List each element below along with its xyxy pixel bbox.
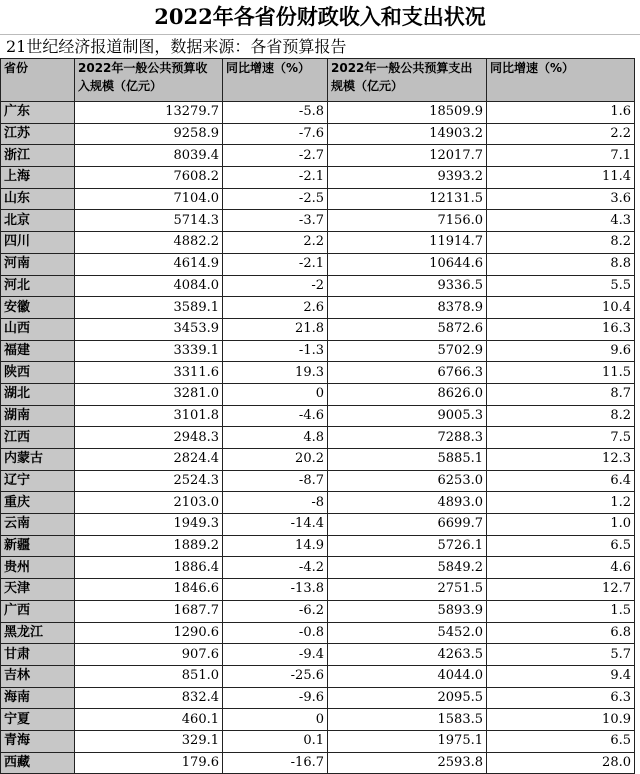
expenditure-growth-cell: 11.5 (487, 362, 635, 384)
revenue-growth-cell: -9.6 (223, 687, 328, 709)
revenue-growth-cell: -8 (223, 492, 328, 514)
table-row (1, 188, 635, 210)
expenditure-growth-cell: 1.6 (487, 102, 635, 124)
province-cell: 海南 (1, 687, 75, 709)
expenditure-growth-cell: 2.2 (487, 123, 635, 145)
revenue-growth-cell: 2.6 (223, 297, 328, 319)
revenue-cell: 3311.6 (75, 362, 223, 384)
expenditure-cell: 5452.0 (328, 622, 487, 644)
expenditure-cell: 9005.3 (328, 405, 487, 427)
province-cell: 湖南 (1, 405, 75, 427)
table-row (1, 297, 635, 319)
table-row (1, 535, 635, 557)
revenue-cell: 3453.9 (75, 318, 223, 340)
expenditure-growth-cell: 6.4 (487, 470, 635, 492)
revenue-growth-cell: -3.7 (223, 210, 328, 232)
revenue-cell: 2103.0 (75, 492, 223, 514)
province-cell: 河北 (1, 275, 75, 297)
table-row (1, 752, 635, 774)
expenditure-cell: 12131.5 (328, 188, 487, 210)
revenue-cell: 8039.4 (75, 145, 223, 167)
revenue-growth-cell: -0.8 (223, 622, 328, 644)
expenditure-growth-cell: 4.6 (487, 557, 635, 579)
expenditure-cell: 11914.7 (328, 232, 487, 254)
revenue-cell: 329.1 (75, 730, 223, 752)
revenue-cell: 2824.4 (75, 449, 223, 471)
expenditure-growth-cell: 10.4 (487, 297, 635, 319)
table-row (1, 253, 635, 275)
revenue-growth-cell: 0 (223, 383, 328, 405)
province-cell: 内蒙古 (1, 449, 75, 471)
province-cell: 青海 (1, 730, 75, 752)
revenue-growth-cell: 2.2 (223, 232, 328, 254)
revenue-growth-cell: -16.7 (223, 752, 328, 774)
table-row (1, 622, 635, 644)
province-cell: 辽宁 (1, 470, 75, 492)
expenditure-growth-cell: 9.4 (487, 665, 635, 687)
province-cell: 广西 (1, 600, 75, 622)
table-row (1, 470, 635, 492)
revenue-cell: 1889.2 (75, 535, 223, 557)
province-cell: 江西 (1, 427, 75, 449)
expenditure-growth-cell: 10.9 (487, 709, 635, 731)
revenue-growth-cell: -9.4 (223, 644, 328, 666)
province-cell: 山西 (1, 318, 75, 340)
province-cell: 浙江 (1, 145, 75, 167)
revenue-growth-cell: -13.8 (223, 579, 328, 601)
table-row (1, 579, 635, 601)
table-row (1, 145, 635, 167)
expenditure-growth-cell: 1.2 (487, 492, 635, 514)
finance-table (0, 58, 635, 774)
table-row (1, 318, 635, 340)
expenditure-cell: 6253.0 (328, 470, 487, 492)
revenue-growth-cell: -7.6 (223, 123, 328, 145)
expenditure-growth-cell: 12.3 (487, 449, 635, 471)
expenditure-cell: 7156.0 (328, 210, 487, 232)
expenditure-growth-cell: 11.4 (487, 167, 635, 189)
revenue-growth-cell: -4.2 (223, 557, 328, 579)
expenditure-cell: 4893.0 (328, 492, 487, 514)
expenditure-cell: 18509.9 (328, 102, 487, 124)
table-row (1, 167, 635, 189)
revenue-growth-cell: -5.8 (223, 102, 328, 124)
expenditure-cell: 1975.1 (328, 730, 487, 752)
revenue-cell: 3101.8 (75, 405, 223, 427)
revenue-cell: 5714.3 (75, 210, 223, 232)
expenditure-growth-cell: 7.5 (487, 427, 635, 449)
expenditure-cell: 5849.2 (328, 557, 487, 579)
revenue-growth-cell: -2 (223, 275, 328, 297)
province-cell: 天津 (1, 579, 75, 601)
revenue-growth-cell: 4.8 (223, 427, 328, 449)
province-cell: 河南 (1, 253, 75, 275)
revenue-growth-cell: -14.4 (223, 514, 328, 536)
revenue-growth-cell: 19.3 (223, 362, 328, 384)
revenue-growth-cell: 0 (223, 709, 328, 731)
table-row (1, 687, 635, 709)
expenditure-cell: 7288.3 (328, 427, 487, 449)
header-row (1, 59, 635, 102)
province-cell: 黑龙江 (1, 622, 75, 644)
province-cell: 安徽 (1, 297, 75, 319)
header-revenue: 2022年一般公共预算收入规模（亿元） (75, 59, 223, 102)
expenditure-growth-cell: 16.3 (487, 318, 635, 340)
header-revenue-growth: 同比增速（%） (223, 59, 328, 102)
province-cell: 宁夏 (1, 709, 75, 731)
revenue-cell: 179.6 (75, 752, 223, 774)
revenue-growth-cell: 21.8 (223, 318, 328, 340)
expenditure-cell: 9393.2 (328, 167, 487, 189)
expenditure-growth-cell: 5.7 (487, 644, 635, 666)
expenditure-cell: 9336.5 (328, 275, 487, 297)
table-row (1, 709, 635, 731)
revenue-cell: 851.0 (75, 665, 223, 687)
page-title: 2022年各省份财政收入和支出状况 (154, 4, 486, 29)
expenditure-cell: 2751.5 (328, 579, 487, 601)
revenue-growth-cell: 14.9 (223, 535, 328, 557)
province-cell: 吉林 (1, 665, 75, 687)
revenue-cell: 13279.7 (75, 102, 223, 124)
table-row (1, 362, 635, 384)
expenditure-cell: 1583.5 (328, 709, 487, 731)
revenue-cell: 1886.4 (75, 557, 223, 579)
province-cell: 山东 (1, 188, 75, 210)
expenditure-growth-cell: 28.0 (487, 752, 635, 774)
province-cell: 江苏 (1, 123, 75, 145)
table-row (1, 210, 635, 232)
revenue-growth-cell: 0.1 (223, 730, 328, 752)
expenditure-growth-cell: 8.7 (487, 383, 635, 405)
province-cell: 甘肃 (1, 644, 75, 666)
revenue-cell: 907.6 (75, 644, 223, 666)
revenue-cell: 4614.9 (75, 253, 223, 275)
expenditure-cell: 2095.5 (328, 687, 487, 709)
province-cell: 上海 (1, 167, 75, 189)
expenditure-growth-cell: 6.8 (487, 622, 635, 644)
expenditure-cell: 2593.8 (328, 752, 487, 774)
table-row (1, 340, 635, 362)
table-row (1, 232, 635, 254)
revenue-cell: 7608.2 (75, 167, 223, 189)
revenue-growth-cell: -6.2 (223, 600, 328, 622)
table-row (1, 383, 635, 405)
revenue-growth-cell: -2.1 (223, 253, 328, 275)
table-row (1, 492, 635, 514)
revenue-cell: 1949.3 (75, 514, 223, 536)
expenditure-growth-cell: 8.2 (487, 405, 635, 427)
expenditure-growth-cell: 1.5 (487, 600, 635, 622)
source-note: 21世纪经济报道制图，数据来源：各省预算报告 (0, 34, 640, 58)
province-cell: 福建 (1, 340, 75, 362)
table-row (1, 427, 635, 449)
revenue-cell: 4084.0 (75, 275, 223, 297)
table-row (1, 123, 635, 145)
expenditure-growth-cell: 12.7 (487, 579, 635, 601)
revenue-growth-cell: -25.6 (223, 665, 328, 687)
expenditure-growth-cell: 4.3 (487, 210, 635, 232)
expenditure-cell: 5702.9 (328, 340, 487, 362)
table-row (1, 644, 635, 666)
province-cell: 陕西 (1, 362, 75, 384)
province-cell: 云南 (1, 514, 75, 536)
header-expenditure: 2022年一般公共预算支出规模（亿元） (328, 59, 487, 102)
expenditure-cell: 12017.7 (328, 145, 487, 167)
expenditure-growth-cell: 5.5 (487, 275, 635, 297)
province-cell: 新疆 (1, 535, 75, 557)
expenditure-cell: 6766.3 (328, 362, 487, 384)
revenue-cell: 1687.7 (75, 600, 223, 622)
expenditure-growth-cell: 1.0 (487, 514, 635, 536)
revenue-growth-cell: -2.1 (223, 167, 328, 189)
expenditure-cell: 5726.1 (328, 535, 487, 557)
revenue-cell: 460.1 (75, 709, 223, 731)
province-cell: 北京 (1, 210, 75, 232)
table-row (1, 730, 635, 752)
expenditure-cell: 4044.0 (328, 665, 487, 687)
province-cell: 四川 (1, 232, 75, 254)
revenue-cell: 3339.1 (75, 340, 223, 362)
revenue-growth-cell: -8.7 (223, 470, 328, 492)
revenue-growth-cell: -4.6 (223, 405, 328, 427)
expenditure-cell: 6699.7 (328, 514, 487, 536)
table-row (1, 449, 635, 471)
table-row (1, 600, 635, 622)
expenditure-cell: 14903.2 (328, 123, 487, 145)
expenditure-cell: 8626.0 (328, 383, 487, 405)
revenue-cell: 1290.6 (75, 622, 223, 644)
expenditure-growth-cell: 3.6 (487, 188, 635, 210)
expenditure-cell: 5885.1 (328, 449, 487, 471)
revenue-growth-cell: -2.7 (223, 145, 328, 167)
revenue-cell: 2948.3 (75, 427, 223, 449)
expenditure-growth-cell: 6.5 (487, 535, 635, 557)
revenue-cell: 1846.6 (75, 579, 223, 601)
table-row (1, 557, 635, 579)
header-expenditure-growth: 同比增速（%） (487, 59, 635, 102)
expenditure-growth-cell: 8.8 (487, 253, 635, 275)
expenditure-growth-cell: 9.6 (487, 340, 635, 362)
expenditure-cell: 5872.6 (328, 318, 487, 340)
province-cell: 湖北 (1, 383, 75, 405)
revenue-cell: 9258.9 (75, 123, 223, 145)
table-row (1, 665, 635, 687)
expenditure-cell: 5893.9 (328, 600, 487, 622)
table-row (1, 514, 635, 536)
province-cell: 重庆 (1, 492, 75, 514)
expenditure-growth-cell: 6.3 (487, 687, 635, 709)
revenue-cell: 2524.3 (75, 470, 223, 492)
revenue-growth-cell: -1.3 (223, 340, 328, 362)
revenue-cell: 4882.2 (75, 232, 223, 254)
province-cell: 贵州 (1, 557, 75, 579)
revenue-growth-cell: 20.2 (223, 449, 328, 471)
revenue-cell: 3281.0 (75, 383, 223, 405)
revenue-cell: 3589.1 (75, 297, 223, 319)
table-row (1, 275, 635, 297)
table-row (1, 405, 635, 427)
table-row (1, 102, 635, 124)
expenditure-growth-cell: 6.5 (487, 730, 635, 752)
revenue-cell: 7104.0 (75, 188, 223, 210)
expenditure-cell: 8378.9 (328, 297, 487, 319)
revenue-cell: 832.4 (75, 687, 223, 709)
expenditure-cell: 4263.5 (328, 644, 487, 666)
expenditure-growth-cell: 8.2 (487, 232, 635, 254)
header-province: 省份 (1, 59, 75, 102)
expenditure-growth-cell: 7.1 (487, 145, 635, 167)
revenue-growth-cell: -2.5 (223, 188, 328, 210)
province-cell: 广东 (1, 102, 75, 124)
expenditure-cell: 10644.6 (328, 253, 487, 275)
province-cell: 西藏 (1, 752, 75, 774)
